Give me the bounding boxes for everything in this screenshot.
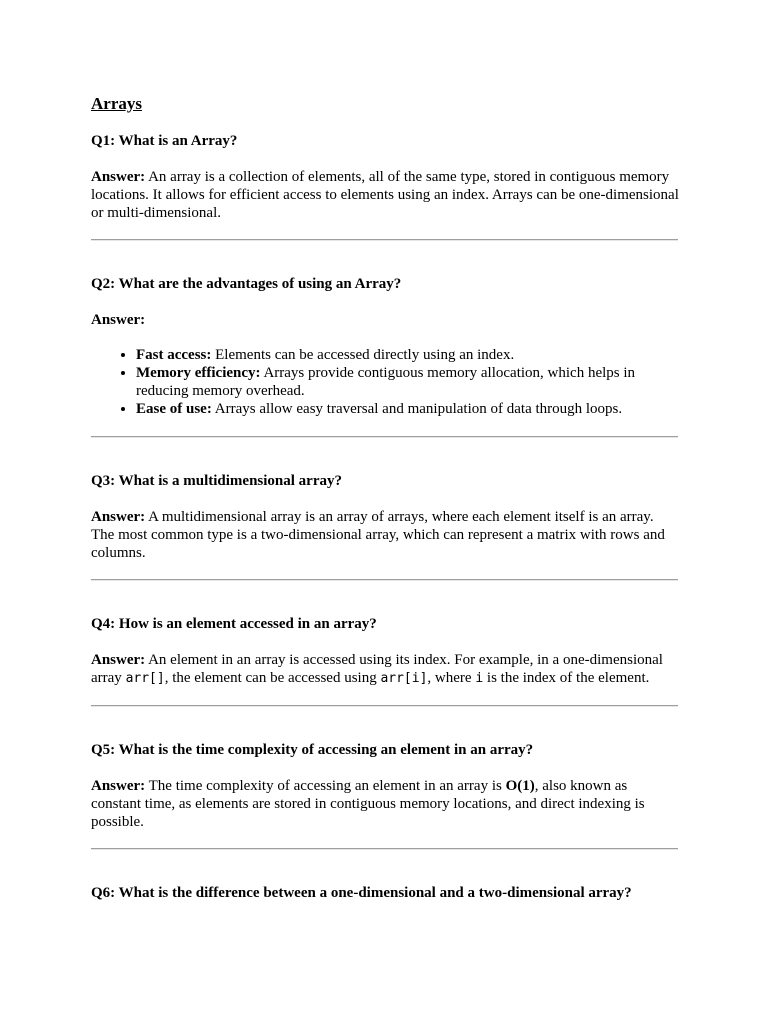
q1-question: Q1: What is an Array? — [91, 133, 238, 149]
list-item — [136, 346, 679, 364]
q3-question: Q3: What is a multidimensional array? — [91, 473, 342, 489]
q3-answer — [91, 508, 679, 562]
code-i: i — [475, 671, 484, 686]
list-item-term: Fast access: — [136, 347, 212, 363]
q1-answer-label: Answer: — [91, 169, 146, 185]
list-item — [136, 400, 679, 418]
list-item-text: Arrays allow easy traversal and manipulation of data through loops. — [211, 401, 623, 417]
q1-answer-text: An array is a collection of elements, all of the same type, stored in contiguous memory locations. It allows for efficient access to elements using an index. Arrays can be one-dimensional or multi-dimensional. — [91, 169, 679, 221]
list-item — [136, 364, 679, 400]
complexity-value: O(1) — [505, 778, 535, 794]
q3-answer-label: Answer: — [91, 509, 146, 525]
q5-answer — [91, 777, 679, 831]
list-item-text: Elements can be accessed directly using an index. — [211, 347, 515, 363]
divider — [91, 239, 678, 241]
q2-answer-label: Answer: — [91, 312, 146, 328]
q1-answer — [91, 168, 679, 222]
page-title: Arrays — [91, 94, 142, 113]
q4-answer — [91, 651, 679, 688]
advantages-list — [91, 346, 679, 418]
divider — [91, 579, 678, 581]
divider — [91, 436, 678, 438]
q5-answer-label: Answer: — [91, 778, 146, 794]
list-item-term: Memory efficiency: — [136, 365, 261, 381]
q2-answer-heading — [91, 311, 679, 329]
list-item-term: Ease of use: — [136, 401, 212, 417]
q4-answer-text: is the index of the element. — [483, 670, 650, 686]
q4-answer-text: , where — [427, 670, 476, 686]
q2-question: Q2: What are the advantages of using an Array? — [91, 276, 402, 292]
code-arr: arr[] — [125, 671, 165, 686]
list-item-text: Arrays provide contiguous memory allocation, which helps in reducing memory overhead. — [136, 365, 636, 399]
q4-answer-text: , the element can be accessed using — [164, 670, 381, 686]
divider — [91, 848, 678, 850]
q4-answer-text: An element in an array is accessed using its index. For example, in a one-dimensional array — [91, 652, 663, 686]
q4-answer-label: Answer: — [91, 652, 146, 668]
q5-answer-text: , also known as constant time, as elements are stored in contiguous memory locations, and direct indexing is possible. — [91, 778, 645, 830]
q3-answer-text: A multidimensional array is an array of arrays, where each element itself is an array. The most common type is a two-dimensional array, which can represent a matrix with rows and columns. — [91, 509, 665, 561]
q4-question: Q4: How is an element accessed in an array? — [91, 616, 377, 632]
divider — [91, 705, 678, 707]
q5-question: Q5: What is the time complexity of accessing an element in an array? — [91, 742, 534, 758]
q6-question: Q6: What is the difference between a one-dimensional and a two-dimensional array? — [91, 885, 632, 901]
q5-answer-text: The time complexity of accessing an element in an array is — [145, 778, 506, 794]
code-arr-i: arr[i] — [380, 671, 428, 686]
